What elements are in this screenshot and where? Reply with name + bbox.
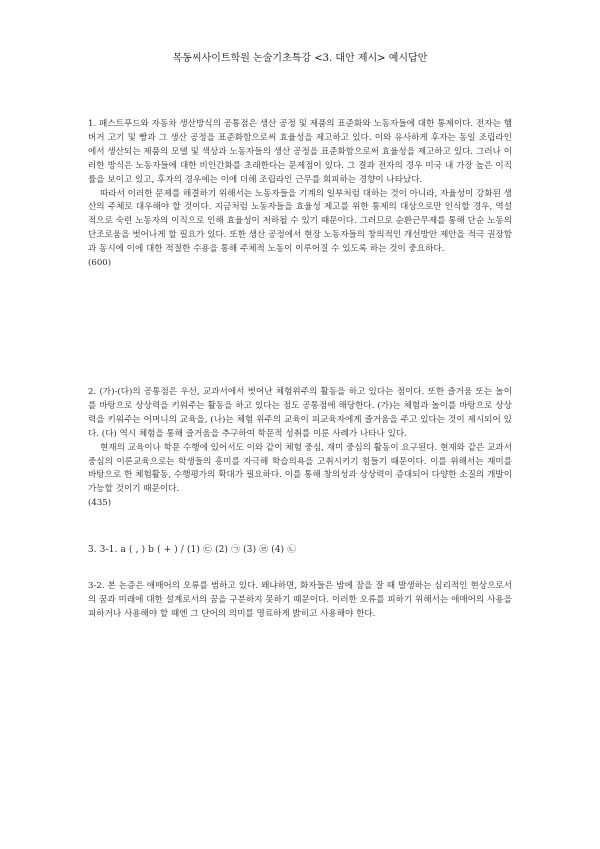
answer-2: [88, 386, 512, 511]
answer-2-paragraph-2: 현재의 교육이나 학문 수행에 있어서도 이와 같이 체험 중심, 재미 중심의 활동이 요구된다. 현재와 같은 교과서 중심의 이론교육으로는 학생들의 흥미를 자극해 학습의욕을 고취시키기 힘들기 때문이다. 이를 위해서는 재미를 바탕으로 한 체험활동, 수행평가의 확대가 필요하다. 이를 통해 창의성과 상상력이 증대되어 다양한 소질의 개발이 가능할 것이기 때문이다.: [88, 442, 512, 495]
answer-1-paragraph-2: 따라서 이러한 문제를 해결하기 위해서는 노동자들을 기계의 일부처럼 대하는 것이 아니라, 자율성이 강화된 생산의 주체로 대우해야 할 것이다. 지금처럼 노동자들을 효율성 제고를 위한 통제의 대상으로만 인식할 경우, 역설적으로 숙련 노동자의 이직으로 인해 효율성이 저하될 수 있기 때문이다. 그러므로 순환근무제를 통해 단순 노동의 단조로움을 벗어나게 할 필요가 있다. 또한 생산 공정에서 현장 노동자들의 창의적인 개선방안 제안을 적극 권장함과 동시에 이에 대한 적절한 수용을 통해 주체적 노동이 이루어질 수 있도록 하는 것이 중요하다.: [88, 188, 512, 255]
answer-2-paragraph-1: 2. (가)-(다)의 공통점은 우선, 교과서에서 벗어난 체험위주의 활동을 하고 있다는 점이다. 또한 즐거움 또는 놀이를 바탕으로 상상력을 키워주는 활동을 하고 있다는 점도 공통점에 해당한다. (가)는 체험과 놀이를 바탕으로 상상력을 키워주는 어머니의 교육을, (나)는 체험 위주의 교육이 피교육자에게 즐거움을 주고 있다는 것이 제시되어 있다. (다) 역시 체험을 통해 즐거움을 추구하여 학문적 성취를 이룬 사례가 나타나 있다.: [88, 387, 512, 439]
answer-3-2-paragraph: 3-2. 본 논증은 애매어의 오류를 범하고 있다. 왜냐하면, 화자들은 밤에 잠을 잘 때 발생하는 심리적인 현상으로서의 꿈과 미래에 대한 설계로서의 꿈을 구분하지 못하기 때문이다. 이러한 오류를 피하기 위해서는 애매어의 사용을 피하거나 사용해야 할 때엔 그 단어의 의미를 명료하게 밝히고 사용해야 한다.: [88, 581, 512, 619]
answer-1-char-count: (600): [88, 258, 112, 269]
answer-2-char-count: (435): [88, 498, 112, 509]
answer-3-1-line: 3. 3-1. a ( , ) b ( + ) / (1) ㉢ (2) ㉠ (3) ㉣ (4) ㉡: [88, 545, 297, 555]
document-title: 목동씨사이트학원 논술기초특강 <3. 대안 제시> 예시답안: [172, 53, 428, 64]
answer-3-2: [88, 580, 512, 622]
answer-3-1: [88, 544, 512, 558]
answer-1: [88, 118, 512, 271]
answer-1-paragraph-1: 1. 패스트푸드와 자동차 생산방식의 공통점은 생산 공정 및 제품의 표준화와 노동자들에 대한 통제이다. 전자는 햄버거 고기 및 빵과 그 생산 공정을 표준화함으로써 효율성을 제고하고 있다. 이와 유사하게 후자는 동일 조립라인에서 생산되는 제품의 모델 및 색상과 노동자들의 생산 공정을 표준화함으로써 효율성을 제고하고 있다. 그러나 이러한 방식은 노동자들에 대한 비인간화를 초래한다는 문제점이 있다. 그 결과 전자의 경우 미국 내 가장 높은 이직률을 보이고 있고, 후자의 경우에는 이에 더해 조립라인 근무를 회피하는 경향이 나타났다.: [88, 119, 512, 185]
